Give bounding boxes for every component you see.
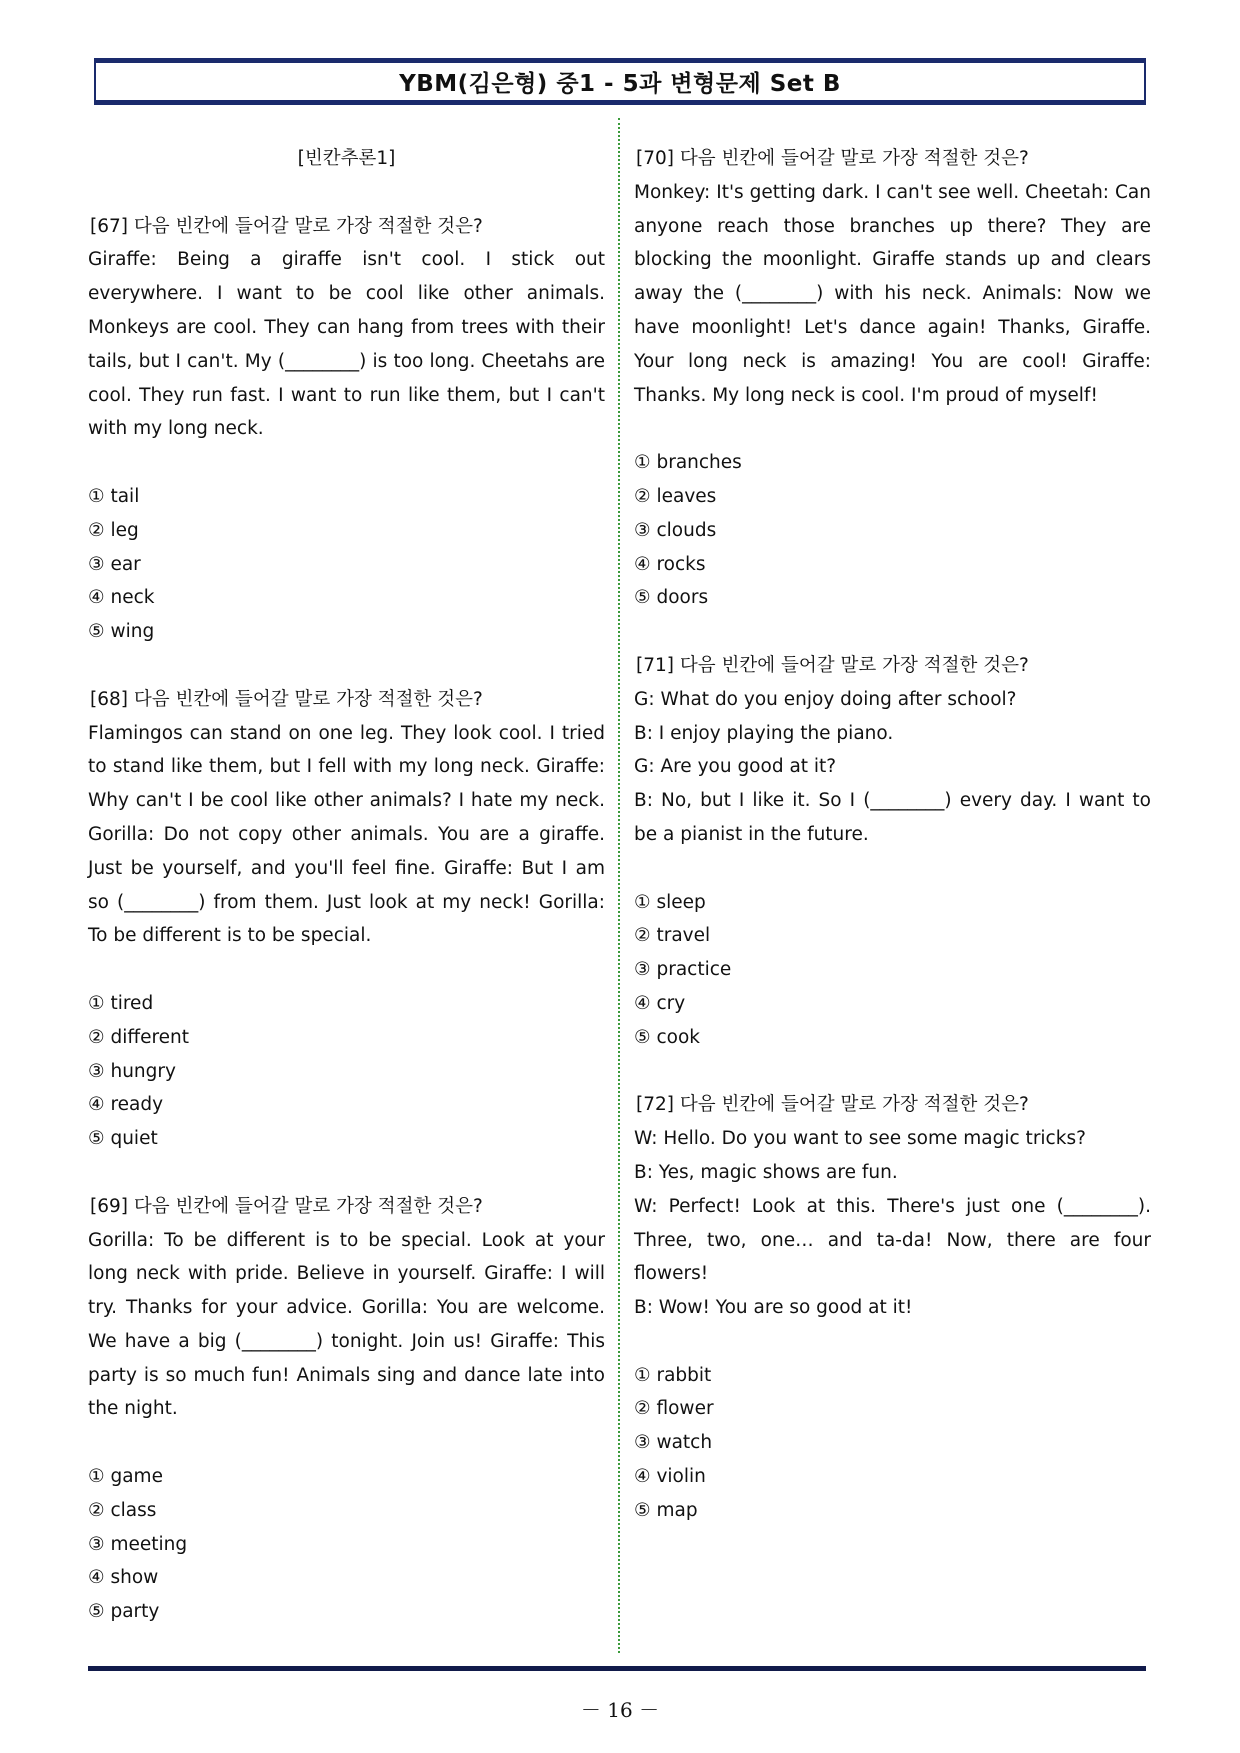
question-70 xyxy=(634,142,1151,615)
option-2: ② flower xyxy=(634,1398,714,1420)
option-3: ③ watch xyxy=(634,1432,713,1454)
page-title: YBM(김은형) 중1 - 5과 변형문제 Set B xyxy=(399,71,841,97)
option-2: ② leg xyxy=(88,519,139,541)
question-passage: Giraffe: Being a giraffe isn't cool. I stick out everywhere. I want to be cool like other animals. Monkeys are cool. They can hang from trees with their tails, but I can't. My (________) is too long. Cheetahs are cool. They run fast. I want to run like them, but I can't with my long neck. xyxy=(88,249,605,440)
dialogue-line: W: Perfect! Look at this. There's just one (________). Three, two, one… and ta-da! Now, there are four flowers! xyxy=(634,1195,1151,1285)
option-list xyxy=(88,1460,605,1629)
option-2: ② travel xyxy=(634,925,711,947)
option-list xyxy=(88,987,605,1156)
question-71 xyxy=(634,649,1151,1055)
page-number: － 16 － xyxy=(580,1698,660,1722)
dialogue-line: B: No, but I like it. So I (________) every day. I want to be a pianist in the future. xyxy=(634,790,1151,845)
right-column xyxy=(634,142,1151,1528)
option-5: ⑤ quiet xyxy=(88,1128,158,1150)
option-3: ③ hungry xyxy=(88,1060,176,1082)
option-4: ④ ready xyxy=(88,1094,164,1116)
option-3: ③ meeting xyxy=(88,1533,188,1555)
question-heading: [70] 다음 빈칸에 들어갈 말로 가장 적절한 것은? xyxy=(636,148,1029,169)
dialogue-line: G: What do you enjoy doing after school? xyxy=(634,688,1017,710)
option-1: ① branches xyxy=(634,452,742,474)
option-2: ② different xyxy=(88,1026,190,1048)
option-5: ⑤ party xyxy=(88,1601,160,1623)
option-list xyxy=(634,1359,1151,1528)
option-1: ① game xyxy=(88,1466,163,1488)
question-heading: [71] 다음 빈칸에 들어갈 말로 가장 적절한 것은? xyxy=(636,654,1029,676)
option-5: ⑤ cook xyxy=(634,1026,700,1048)
option-3: ③ practice xyxy=(634,959,732,981)
option-5: ⑤ wing xyxy=(88,621,155,643)
question-heading: [67] 다음 빈칸에 들어갈 말로 가장 적절한 것은? xyxy=(90,215,483,237)
option-1: ① sleep xyxy=(634,891,706,913)
question-passage: Monkey: It's getting dark. I can't see well. Cheetah: Can anyone reach those branches up there? They are blocking the moonlight. Giraffe stands up and clears away the (________) with his neck. Animals: Now we have moonlight! Let's dance again! Thanks, Giraffe. Your long neck is amazing! You are cool! Giraffe: Thanks. My long neck is cool. I'm proud of myself! xyxy=(634,181,1151,406)
option-list xyxy=(634,886,1151,1055)
option-1: ① tired xyxy=(88,992,154,1014)
question-passage: Flamingos can stand on one leg. They look cool. I tried to stand like them, but I fell with my long neck. Giraffe: Why can't I be cool like other animals? I hate my neck. Gorilla: Do not copy other animals. You are a giraffe. Just be yourself, and you'll feel fine. Giraffe: But I am so (________) from them. Just look at my neck! Gorilla: To be different is to be special. xyxy=(88,722,605,947)
title-box xyxy=(94,58,1146,105)
left-column xyxy=(88,142,605,1629)
question-69 xyxy=(88,1190,605,1629)
question-67 xyxy=(88,210,605,649)
option-4: ④ neck xyxy=(88,587,155,609)
question-passage: Gorilla: To be different is to be special. Look at your long neck with pride. Believe in yourself. Giraffe: I will try. Thanks for your advice. Gorilla: You are welcome. We have a big (________) tonight. Join us! Giraffe: This party is so much fun! Animals sing and dance late into the night. xyxy=(88,1229,605,1420)
option-list xyxy=(88,480,605,649)
option-2: ② class xyxy=(88,1499,157,1521)
option-3: ③ ear xyxy=(88,553,141,575)
question-heading: [72] 다음 빈칸에 들어갈 말로 가장 적절한 것은? xyxy=(636,1094,1029,1116)
dialogue-line: B: Wow! You are so good at it! xyxy=(634,1297,913,1319)
option-5: ⑤ map xyxy=(634,1499,698,1521)
footer-rule xyxy=(88,1666,1146,1671)
option-4: ④ cry xyxy=(634,992,686,1014)
question-heading: [69] 다음 빈칸에 들어갈 말로 가장 적절한 것은? xyxy=(90,1195,483,1217)
dialogue-line: B: I enjoy playing the piano. xyxy=(634,722,894,744)
option-4: ④ show xyxy=(88,1567,159,1589)
option-4: ④ rocks xyxy=(634,553,706,575)
dialogue-line: G: Are you good at it? xyxy=(634,756,837,778)
option-5: ⑤ doors xyxy=(634,587,709,609)
option-2: ② leaves xyxy=(634,485,717,507)
option-3: ③ clouds xyxy=(634,519,717,541)
dialogue-line: B: Yes, magic shows are fun. xyxy=(634,1161,898,1183)
option-1: ① rabbit xyxy=(634,1364,712,1386)
dialogue-line: W: Hello. Do you want to see some magic tricks? xyxy=(634,1128,1086,1150)
option-list xyxy=(634,446,1151,615)
option-1: ① tail xyxy=(88,485,140,507)
column-divider xyxy=(618,118,620,1653)
question-72 xyxy=(634,1088,1151,1527)
question-68 xyxy=(88,683,605,1156)
section-label: [빈칸추론1] xyxy=(297,148,396,169)
question-heading: [68] 다음 빈칸에 들어갈 말로 가장 적절한 것은? xyxy=(90,688,483,710)
option-4: ④ violin xyxy=(634,1466,706,1488)
